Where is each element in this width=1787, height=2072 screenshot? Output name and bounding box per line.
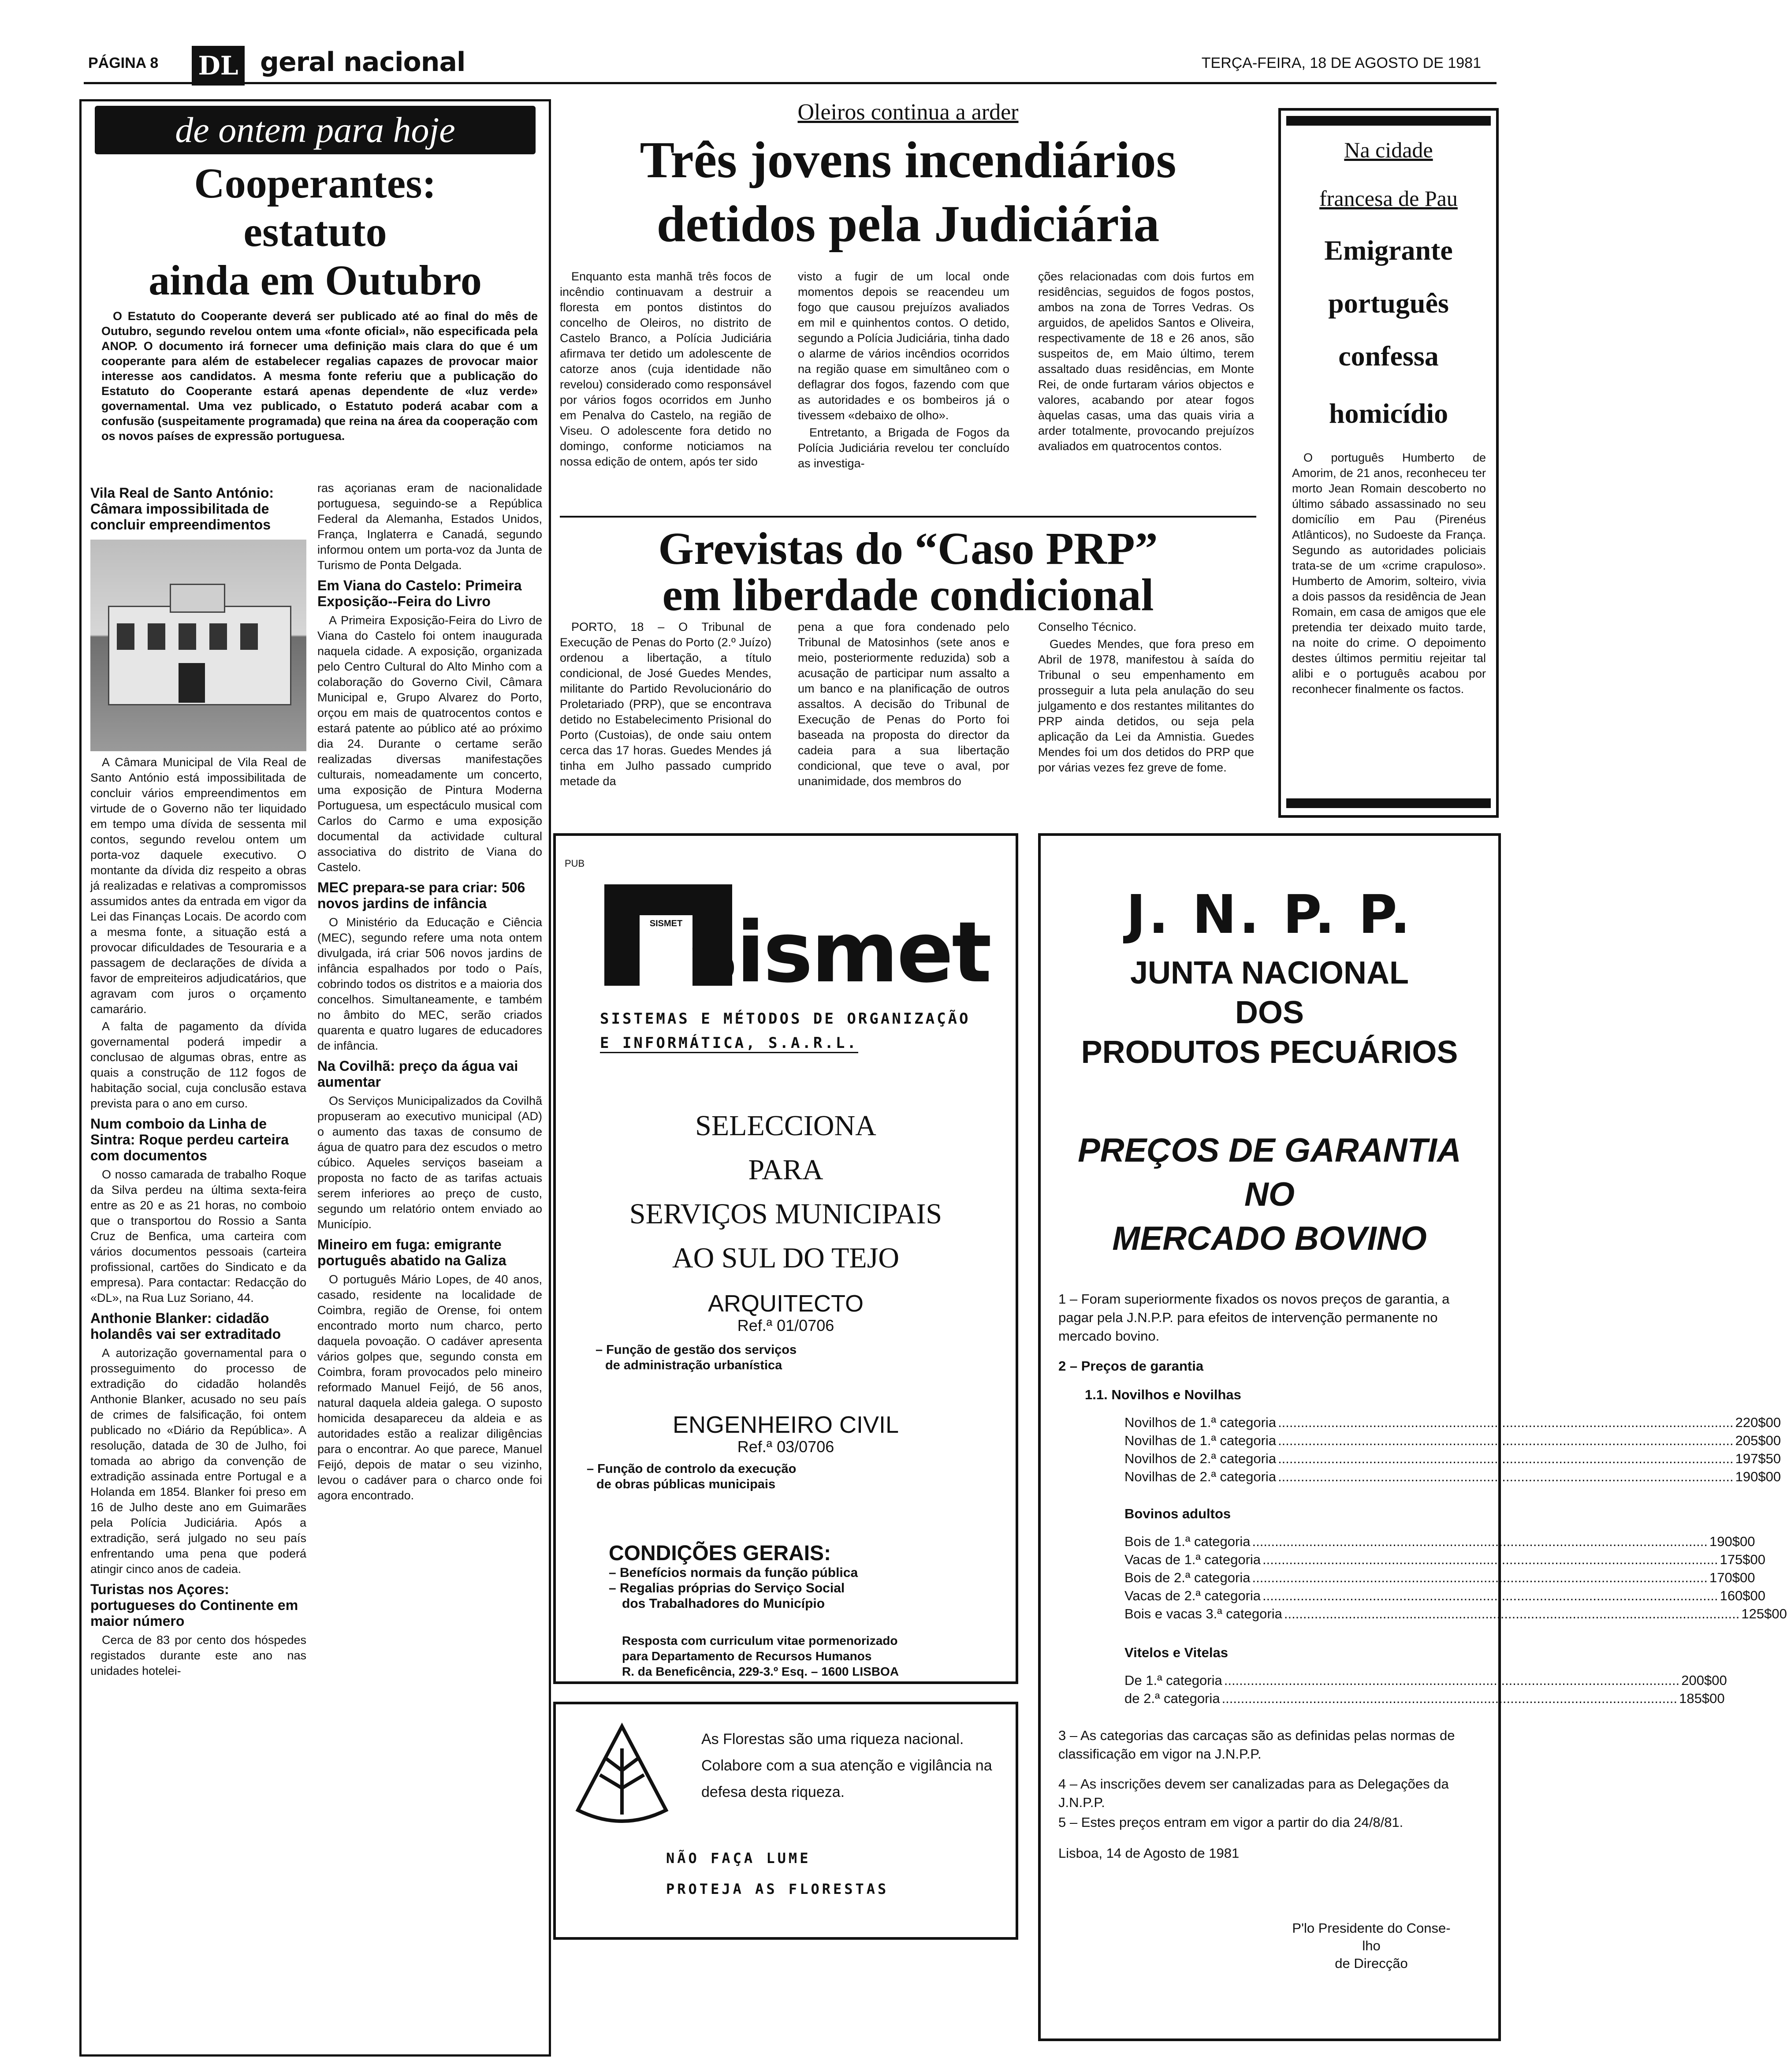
price-row (1124, 1587, 1766, 1605)
jnpp-signature-3: de Direcção (1335, 1956, 1408, 1971)
forest-line-3: defesa desta riqueza. (701, 1784, 845, 1800)
header-date: TERÇA-FEIRA, 18 DE AGOSTO DE 1981 (1201, 55, 1481, 71)
paragraph: O português Mário Lopes, de 40 anos, casado, residente na localidade de Coimbra, região de Orense, foi ontem encontrado morto num charco, perto daquela povoação. O cadáver apresenta vários golpes que, segundo consta em Coimbra, foram provocados pelo mineiro reformado Manuel Feijó, de 56 anos, natural daquela aldeia galega. O suposto homicida desapareceu da aldeia e as autoridades estão a realizar diligências para o encontrar. Ao que parece, Manuel Feijó, depois de matar o seu vizinho, levou o cadáver para o charco onde foi agora encontrado. (317, 1273, 542, 1502)
price-leader-dots: ........................................................................................................................ (1278, 1469, 1734, 1484)
fire-headline-2: detidos pela Judiciária (656, 195, 1160, 253)
paragraph: A Câmara Municipal de Vila Real de Santo António está impossibilitada de concluir vários empreendimentos em virtude de o Governo não ter liquidado em tempo uma dívida de sessenta mil contos, segundo revelou ontem um porta-voz daquele executivo. O montante da dívida diz respeito a obras já realizadas e relativas a compromissos assumidos antes da entrada em vigor da Lei das Finanças Locais. De acordo com a mesma fonte, a situação está a provocar dificuldades de Tesouraria e a passagem de declarações de dívida a favor de empreiteiros adjudicatários, que agravam com juros o orçamento camarário. (90, 756, 306, 1016)
price-value: 160$00 (1720, 1588, 1766, 1603)
price-value: 197$50 (1735, 1451, 1781, 1466)
rule (1286, 798, 1491, 808)
paragraph: Enquanto esta manhã três focos de incêndio continuavam a destruir a floresta em pontos distintos do concelho de Oleiros, no distrito de Castelo Branco, a Polícia Judiciária afirmava ter detido um adolescente de catorze anos (cuja identidade não revelou) considerado como responsável por vários fogos ocorridos em Junho em Penalva do Castelo, na região de Viseu. O adolescente fora detido no domingo, conforme noticiamos na nossa edição de ontem, após ter sido (560, 270, 771, 468)
tree-emblem-icon (573, 1722, 670, 1837)
price-value: 125$00 (1741, 1606, 1787, 1621)
banner-text: de ontem para hoje (175, 110, 455, 150)
price-label: Bois de 2.ª categoria (1124, 1570, 1251, 1585)
paragraph: visto a fugir de um local onde momentos depois se reacendeu um fogo que causou prejuízos avaliados em mil e quinhentos contos. O detido, segundo a Polícia Judiciária, tinha dado o alarme de vários incêndios ocorridos na região quase em simultâneo com o deflagrar dos fogos, fazendo com que as autoridades e os bombeiros já o tivessem «debaixo de olho». (798, 270, 1009, 422)
paragraph: Entretanto, a Brigada de Fogos da Polícia Judiciária revelou ter concluído as investiga- (798, 426, 1009, 470)
sismet-logo (604, 884, 992, 1001)
jnpp-name-3: PRODUTOS PECUÁRIOS (1081, 1035, 1458, 1070)
header-rule (84, 82, 1497, 84)
forest-line-2: Colabore com a sua atenção e vigilância na (701, 1757, 992, 1774)
forest-line-5: PROTEJA AS FLORESTAS (666, 1881, 889, 1897)
price-value: 170$00 (1709, 1570, 1755, 1585)
pau-body: O português Humberto de Amorim, de 21 anos, reconheceu ter morto Jean Romain descoberto no último sábado assassinado no seu domicílio em Pau (Pirenéus Atlânticos), no Sudoeste da França. Segundo as autoridades policiais trata-se de um «crime crapuloso». Humberto de Amorim, solteiro, vivia a dois passos da residência de Jean Romain, em casa de amigos que ele pretendia ter deixado muito tarde, na noite do crime. O depoimento destes últimos permitiu rejeitar tal alibi e o português acabou por reconhecer finalmente os factos. (1292, 451, 1486, 696)
job-function-2b: de obras públicas municipais (596, 1477, 776, 1491)
left-column-b (317, 481, 542, 1505)
pub-label: PUB (565, 858, 585, 869)
jnpp-name-1: JUNTA NACIONAL (1130, 955, 1409, 991)
price-label: Vacas de 1.ª categoria (1124, 1552, 1261, 1567)
job-ref-2: Ref.ª 03/0706 (737, 1438, 834, 1456)
prp-headline-1: Grevistas do “Caso PRP” (658, 523, 1158, 574)
pau-kicker-2: francesa de Pau (1319, 186, 1458, 211)
jnpp-sub-vitelos: Vitelos e Vitelas (1124, 1645, 1228, 1660)
dl-logo: DL (192, 46, 245, 86)
pau-story-box (1278, 108, 1499, 818)
jnpp-item-2: 2 – Preços de garantia (1058, 1358, 1204, 1374)
price-value: 205$00 (1735, 1433, 1781, 1448)
condition-3: dos Trabalhadores do Município (622, 1596, 825, 1611)
jnpp-signature-2: lho (1362, 1938, 1381, 1953)
subhead-vila-real: Vila Real de Santo António: Câmara impossibilitada de concluir empreendimentos (90, 485, 274, 533)
page-number: PÁGINA 8 (88, 55, 159, 71)
sismet-ad-box (553, 833, 1018, 1684)
section-title: geral nacional (260, 47, 465, 78)
pau-headline-2: português (1328, 287, 1449, 319)
forest-ad-box (553, 1702, 1018, 1940)
price-leader-dots: ........................................................................................................................ (1252, 1534, 1708, 1549)
fire-column-3 (1038, 269, 1254, 456)
photo-town-hall (90, 540, 306, 751)
jnpp-prices-3: MERCADO BOVINO (1112, 1220, 1427, 1257)
price-value: 185$00 (1679, 1691, 1725, 1706)
subhead-mineiro: Mineiro em fuga: emigrante português abatido na Galiza (317, 1237, 506, 1268)
price-leader-dots: ........................................................................................................................ (1284, 1606, 1740, 1621)
price-label: De 1.ª categoria (1124, 1673, 1222, 1688)
price-table-vitelos (1124, 1671, 1727, 1707)
subhead-turistas: Turistas nos Açores: portugueses do Continente em maior número (90, 1581, 298, 1629)
sismet-small-label: SISMET (649, 919, 683, 928)
subhead-viana: Em Viana do Castelo: Primeira Exposição--Feira do Livro (317, 578, 522, 609)
pau-headline-1: Emigrante (1324, 235, 1453, 266)
page-header (79, 49, 1499, 80)
jnpp-sub-bovinos: Bovinos adultos (1124, 1506, 1231, 1521)
subhead-roque: Num comboio da Linha de Sintra: Roque perdeu carteira com documentos (90, 1116, 289, 1163)
jnpp-prices-2: NO (1244, 1176, 1295, 1213)
pau-kicker-1: Na cidade (1344, 138, 1433, 162)
price-label: de 2.ª categoria (1124, 1691, 1220, 1706)
price-leader-dots: ........................................................................................................................ (1262, 1552, 1718, 1567)
price-value: 190$00 (1735, 1469, 1781, 1484)
sismet-subtitle-2: E INFORMÁTICA, S.A.R.L. (600, 1034, 858, 1053)
paragraph: Cerca de 83 por cento dos hóspedes registados durante este ano nas unidades hotelei- (90, 1633, 306, 1677)
jnpp-item-1: 1 – Foram superiormente fixados os novos preços de garantia, a pagar pela J.N.P.P. para efeitos de intervenção permanente no mercado bovino. (1058, 1291, 1450, 1344)
fire-kicker: Oleiros continua a arder (797, 100, 1019, 125)
price-value: 190$00 (1709, 1534, 1755, 1549)
subhead-mec: MEC prepara-se para criar: 506 novos jardins de infância (317, 879, 525, 911)
price-leader-dots: ........................................................................................................................ (1278, 1415, 1734, 1430)
jnpp-date: Lisboa, 14 de Agosto de 1981 (1058, 1845, 1240, 1861)
headline-line-1: Cooperantes: (194, 160, 436, 207)
fire-column-1 (560, 269, 771, 471)
conditions-heading: CONDIÇÕES GERAIS: (609, 1542, 831, 1565)
job-engenheiro: ENGENHEIRO CIVIL (672, 1412, 899, 1438)
price-table-bovinos (1124, 1532, 1787, 1623)
price-leader-dots: ........................................................................................................................ (1224, 1673, 1680, 1688)
job-ref-1: Ref.ª 01/0706 (737, 1316, 834, 1334)
paragraph: Guedes Mendes, que fora preso em Abril de 1978, manifestou à saída do Tribunal o seu empenhamento em prosseguir a luta pela anulação do seu julgamento e dos restantes militantes do PRP ainda detidos, ou seja pela aplicação da Lei da Amnistia. Guedes Mendes foi um dos detidos do PRP que por várias vezes fez greve de fome. (1038, 637, 1254, 774)
price-label: Vacas de 2.ª categoria (1124, 1588, 1261, 1603)
prp-headline-2: em liberdade condicional (662, 570, 1154, 620)
forest-line-1: As Florestas são uma riqueza nacional. (701, 1731, 964, 1748)
jnpp-name-2: DOS (1235, 995, 1304, 1030)
paragraph: PORTO, 18 – O Tribunal de Execução de Penas do Porto (2.º Juízo) ordenou a libertação, a título condicional, de José Guedes Mendes, militante do Partido Revolucionário do Proletariado (PRP), que se encontrava detido no Estabelecimento Prisional do Porto (Custoias), de onde saiu ontem cerca das 17 horas. Guedes Mendes já tinha em Julho passado cumprido metade da (560, 620, 771, 788)
paragraph: ções relacionadas com dois furtos em residências, seguidos de fogos postos, ambos na zona de Torres Vedras. Os arguidos, de apelidos Santos e Oliveira, respectivamente de 18 e 26 anos, são suspeitos de, em Maio último, terem assaltado duas residências, em Monte Rei, de onde furtaram vários objectos e valores, acabando por atear fogos àquelas casas, uma das quais viria a arder totalmente, provocando prejuízos avaliados em quatrocentos contos. (1038, 270, 1254, 453)
price-row (1124, 1450, 1781, 1468)
prp-column-1 (560, 619, 771, 791)
pau-headline-4: homicídio (1329, 398, 1448, 429)
price-label: Novilhas de 2.ª categoria (1124, 1469, 1277, 1484)
price-leader-dots: ........................................................................................................................ (1278, 1451, 1734, 1466)
lead-paragraph: O Estatuto do Cooperante deverá ser publicado até ao final do mês de Outubro, segundo revelou ontem uma «fonte oficial», não especificada pela ANOP. O documento irá fornecer uma definição mais clara do que é um cooperante para além de estabelecer regalias capazes de provocar maior interesse aos candidatos. A mesma fonte referiu que a publicação do Estatuto do Cooperante estará apenas dependente de «luz verde» governamental. Uma vez publicado, o Estatuto poderá acabar com a confusão (suspeitamente programada) que reina na área da cooperação com os novos países de expressão portuguesa. (101, 309, 538, 443)
prp-column-2 (798, 619, 1009, 791)
price-row (1124, 1550, 1766, 1569)
price-row (1124, 1532, 1755, 1550)
price-leader-dots: ........................................................................................................................ (1262, 1588, 1718, 1603)
jnpp-prices-1: PREÇOS DE GARANTIA (1078, 1132, 1461, 1169)
fire-headline-1: Três jovens incendiários (640, 131, 1176, 189)
sismet-sul-tejo: AO SUL DO TEJO (672, 1242, 900, 1274)
price-row (1124, 1671, 1727, 1689)
paragraph: pena a que fora condenado pelo Tribunal de Matosinhos (sete anos e meio, posteriormente reduzida) sob a acusação de participar num assalto a um banco e na planificação de outros assaltos. A decisão do Tribunal de Execução de Penas do Porto foi baseada na proposta do director da cadeia para a sua libertação condicional, que teve o aval, por unanimidade, dos membros do (798, 620, 1009, 788)
paragraph: Conselho Técnico. (1038, 620, 1137, 634)
price-row (1124, 1605, 1787, 1623)
response-2: para Departamento de Recursos Humanos (622, 1649, 872, 1663)
price-leader-dots: ........................................................................................................................ (1278, 1433, 1734, 1448)
jnpp-ad-box (1038, 833, 1787, 2041)
headline-line-2: estatuto (243, 208, 387, 255)
response-3: R. da Beneficência, 229-3.º Esq. – 1600 LISBOA (622, 1665, 899, 1678)
paragraph: A Primeira Exposição-Feira do Livro de Viana do Castelo foi ontem inaugurada naquela cidade. A exposição, organizada pelo Centro Cultural do Alto Minho com a colaboração do Governo Civil, Câmara Municipal e, Grupo Alvarez do Porto, orçou em mais de quatrocentos contos e estará patente ao público até ao próximo dia 24. Durante o certame serão realizadas diversas manifestações culturais, nomeadamente um concerto, uma exposição de Pintura Moderna Portuguesa, um espectáculo musical com Carlos do Carmo e uma exposição documental da actividade cultural associativa do distrito de Viana do Castelo. (317, 614, 542, 874)
subhead-blanker: Anthonie Blanker: cidadão holandês vai ser extraditado (90, 1310, 281, 1342)
left-column-a (90, 481, 306, 1681)
price-value: 220$00 (1735, 1415, 1781, 1430)
sismet-wordmark: sismet (688, 904, 990, 1001)
price-row (1124, 1689, 1725, 1707)
price-label: Novilhos de 1.ª categoria (1124, 1415, 1277, 1430)
jnpp-item-4: 4 – As inscrições devem ser canalizadas para as Delegações da J.N.P.P. (1058, 1776, 1449, 1810)
paragraph: A autorização governamental para o prosseguimento do processo de extradição do cidadão holandês Anthonie Blanker, acusado no seu país de crimes de falsificação, foi ontem publicado no «Diário da República». A resolução, datada de 30 de Julho, foi tomada ao abrigo da convenção de extradição assinada entre Portugal e a Holanda em 1854. Blanker foi preso em 16 de Julho deste ano em Guimarães pela Polícia Judiciária. Após a extradição, será julgado no seu país enfrentando uma pena que poderá atingir cinco anos de cadeia. (90, 1346, 306, 1576)
price-row (1124, 1569, 1755, 1587)
job-function-2a: – Função de controlo da execução (587, 1462, 797, 1476)
paragraph: ras açorianas eram de nacionalidade portuguesa, seguindo-se a República Federal da Alemanha, Estados Unidos, França, Inglaterra e Canadá, segundo informou ontem um porta-voz da Junta de Turismo de Ponta Delgada. (317, 481, 542, 572)
jnpp-item-3: 3 – As categorias das carcaças são as definidas pelas normas de classificação em vigor na J.N.P.P. (1058, 1728, 1455, 1762)
price-value: 175$00 (1720, 1552, 1766, 1567)
condition-2: – Regalias próprias do Serviço Social (609, 1581, 845, 1595)
forest-line-4: NÃO FAÇA LUME (666, 1850, 811, 1867)
column-banner (95, 106, 536, 154)
headline-line-3: ainda em Outubro (149, 257, 482, 304)
rule (1286, 116, 1491, 126)
condition-1: – Benefícios normais da função pública (609, 1565, 858, 1580)
price-value: 200$00 (1681, 1673, 1727, 1688)
job-arquitecto: ARQUITECTO (707, 1290, 864, 1317)
price-leader-dots: ........................................................................................................................ (1221, 1691, 1678, 1706)
subhead-covilha: Na Covilhã: preço da água vai aumentar (317, 1058, 518, 1090)
jnpp-signature-1: P'lo Presidente do Conse- (1292, 1920, 1451, 1936)
jnpp-sub-novilhos: 1.1. Novilhos e Novilhas (1085, 1387, 1241, 1402)
price-label: Novilhos de 2.ª categoria (1124, 1451, 1277, 1466)
response-1: Resposta com curriculum vitae pormenorizado (622, 1634, 898, 1647)
pau-headline-3: confessa (1338, 340, 1439, 372)
rule (560, 516, 1256, 518)
price-row (1124, 1413, 1781, 1431)
price-leader-dots: ........................................................................................................................ (1252, 1570, 1708, 1585)
paragraph: O Ministério da Educação e Ciência (MEC), segundo refere uma nota ontem divulgada, irá criar 506 novos jardins de infância espalhados por todo o País, cobrindo todos os distritos e a maioria dos concelhos. Simultaneamente, e também no âmbito do MEC, serão criados quarenta e quatro lugares de educadores de infância. (317, 916, 542, 1052)
sismet-servicos: SERVIÇOS MUNICIPAIS (629, 1198, 942, 1230)
paragraph: Os Serviços Municipalizados da Covilhã propuseram ao executivo municipal (AD) o aumento das taxas de consumo de água de quatro para dez escudos o metro cúbico. Aqueles serviços baseiam a proposta no facto de as tarifas actuais serem inferiores ao preço de custo, segundo um relatório ontem enviado ao Município. (317, 1094, 542, 1231)
job-function-1a: – Função de gestão dos serviços (596, 1343, 797, 1357)
jnpp-item-5: 5 – Estes preços entram em vigor a partir do dia 24/8/81. (1058, 1815, 1404, 1830)
sismet-subtitle-1: SISTEMAS E MÉTODOS DE ORGANIZAÇÃO (600, 1010, 971, 1028)
price-row (1124, 1468, 1781, 1486)
price-row (1124, 1431, 1781, 1450)
sismet-para: PARA (748, 1154, 823, 1186)
paragraph: O nosso camarada de trabalho Roque da Silva perdeu na última sexta-feira entre as 20 e as 21 horas, no comboio que o transportou do Rossio a Santa Cruz de Benfica, uma carteira com vários documentos pessoais (carteira profissional, cartões do Sindicato e da empresa). Para contactar: Redacção do «DL», na Rua Luz Soriano, 44. (90, 1168, 306, 1304)
fire-column-2 (798, 269, 1009, 473)
price-table-novilhos (1124, 1413, 1781, 1486)
job-function-1b: de administração urbanística (605, 1358, 782, 1372)
price-label: Bois de 1.ª categoria (1124, 1534, 1251, 1549)
prp-column-3 (1038, 619, 1254, 777)
price-label: Novilhas de 1.ª categoria (1124, 1433, 1277, 1448)
paragraph: A falta de pagamento da dívida governamental poderá impedir a conclusao de algumas obras, entre as quais a construção de 112 fogos de habitação social, cuja conclusão estava prevista para o ano em curso. (90, 1020, 306, 1110)
jnpp-title: J. N. P. P. (1126, 884, 1413, 946)
sismet-selecciona: SELECCIONA (695, 1110, 876, 1142)
price-label: Bois e vacas 3.ª categoria (1124, 1606, 1282, 1621)
left-story-box (79, 99, 551, 2057)
